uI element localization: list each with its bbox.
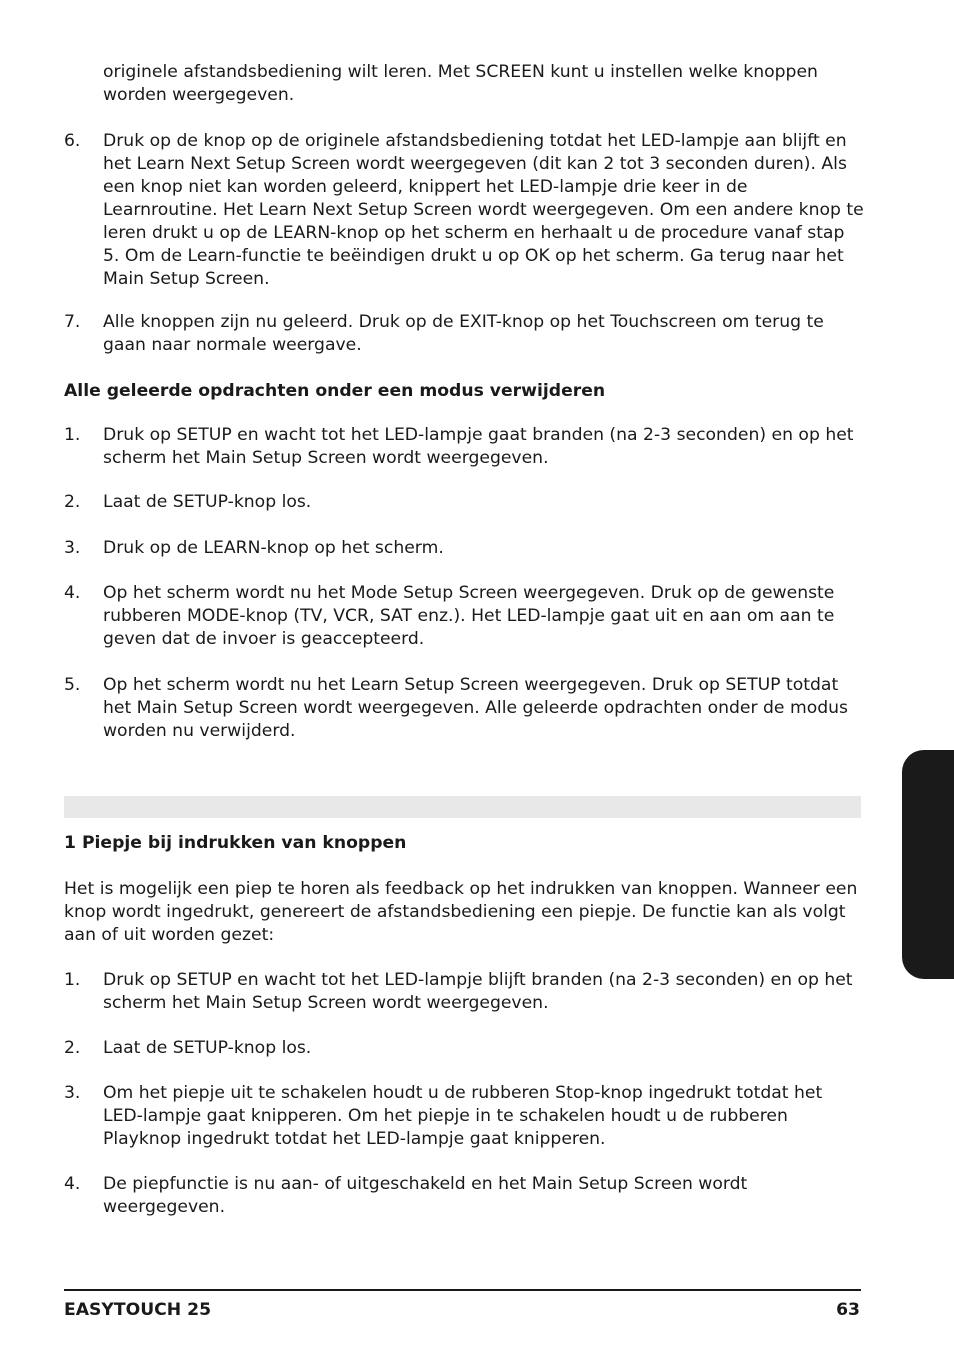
list-number: 4. <box>64 1174 81 1194</box>
list-number: 4. <box>64 583 81 603</box>
list-number: 3. <box>64 538 81 558</box>
list-item <box>64 130 864 291</box>
list-number: 3. <box>64 1083 81 1103</box>
list-item <box>64 969 864 1015</box>
section-divider-bar <box>64 796 861 818</box>
list-number: 2. <box>64 1038 81 1058</box>
list-text: De piepfunctie is nu aan- of uitgeschakeld en het Main Setup Screen wordt weergegeven. <box>103 1174 748 1217</box>
list-text: Op het scherm wordt nu het Learn Setup Screen weergegeven. Druk op SETUP totdat het Main Setup Screen wordt weergegeven. Alle geleerde opdrachten onder de modus worden nu verwijderd. <box>103 675 848 741</box>
list-text: Druk op de LEARN-knop op het scherm. <box>103 538 444 558</box>
list-number: 6. <box>64 131 81 151</box>
footer-product-name: EASYTOUCH 25 <box>64 1300 212 1320</box>
list-text: Op het scherm wordt nu het Mode Setup Screen weergegeven. Druk op de gewenste rubberen MODE-knop (TV, VCR, SAT enz.). Het LED-lampje gaat uit en aan om aan te geven dat de invoer is geaccepteerd. <box>103 583 835 649</box>
footer-rule <box>64 1289 861 1291</box>
list-item <box>64 491 864 514</box>
list-item <box>64 424 864 470</box>
list-number: 5. <box>64 675 81 695</box>
list-item <box>64 311 864 357</box>
list-text: Laat de SETUP-knop los. <box>103 492 312 512</box>
section-heading: Alle geleerde opdrachten onder een modus verwijderen <box>64 381 606 401</box>
section-heading: 1 Piepje bij indrukken van knoppen <box>64 833 407 853</box>
list-item <box>64 537 864 560</box>
list-item <box>64 1082 864 1151</box>
list-item <box>64 582 864 651</box>
list-item <box>64 1173 864 1219</box>
list-text: Druk op SETUP en wacht tot het LED-lampje blijft branden (na 2-3 seconden) en op het scherm het Main Setup Screen wordt weergegeven. <box>103 970 853 1013</box>
list-number: 2. <box>64 492 81 512</box>
list-text: Druk op SETUP en wacht tot het LED-lampje gaat branden (na 2-3 seconden) en op het scherm het Main Setup Screen wordt weergegeven. <box>103 425 854 468</box>
list-number: 1. <box>64 970 81 990</box>
chapter-thumb-tab <box>902 750 954 979</box>
list-text: Laat de SETUP-knop los. <box>103 1038 312 1058</box>
list-text: Alle knoppen zijn nu geleerd. Druk op de EXIT-knop op het Touchscreen om terug te gaan naar normale weergave. <box>103 312 824 355</box>
list-item <box>64 1037 864 1060</box>
list-number: 7. <box>64 312 81 332</box>
list-text: Druk op de knop op de originele afstandsbediening totdat het LED-lampje aan blijft en het Learn Next Setup Screen wordt weergegeven (dit kan 2 tot 3 seconden duren). Als een knop niet kan worden geleerd, knippert het LED-lampje drie keer in de Learnroutine. Het Learn Next Setup Screen wordt weergegeven. Om een andere knop te leren drukt u op de LEARN-knop op het scherm en herhaalt u de procedure vanaf stap 5. Om de Learn-functie te beëindigen drukt u op OK op het scherm. Ga terug naar het Main Setup Screen. <box>103 131 864 289</box>
list-text: Om het piepje uit te schakelen houdt u de rubberen Stop-knop ingedrukt totdat het LED-lampje gaat knipperen. Om het piepje in te schakelen houdt u de rubberen Playknop ingedrukt totdat het LED-lampje gaat knipperen. <box>103 1083 823 1149</box>
page-number: 63 <box>836 1300 860 1320</box>
continuation-text: originele afstandsbediening wilt leren. Met SCREEN kunt u instellen welke knoppen worden weergegeven. <box>103 62 818 105</box>
list-number: 1. <box>64 425 81 445</box>
intro-paragraph: Het is mogelijk een piep te horen als feedback op het indrukken van knoppen. Wanneer een knop wordt ingedrukt, genereert de afstandsbediening een piepje. De functie kan als volgt aan of uit worden gezet: <box>64 879 858 945</box>
list-item <box>64 674 864 743</box>
